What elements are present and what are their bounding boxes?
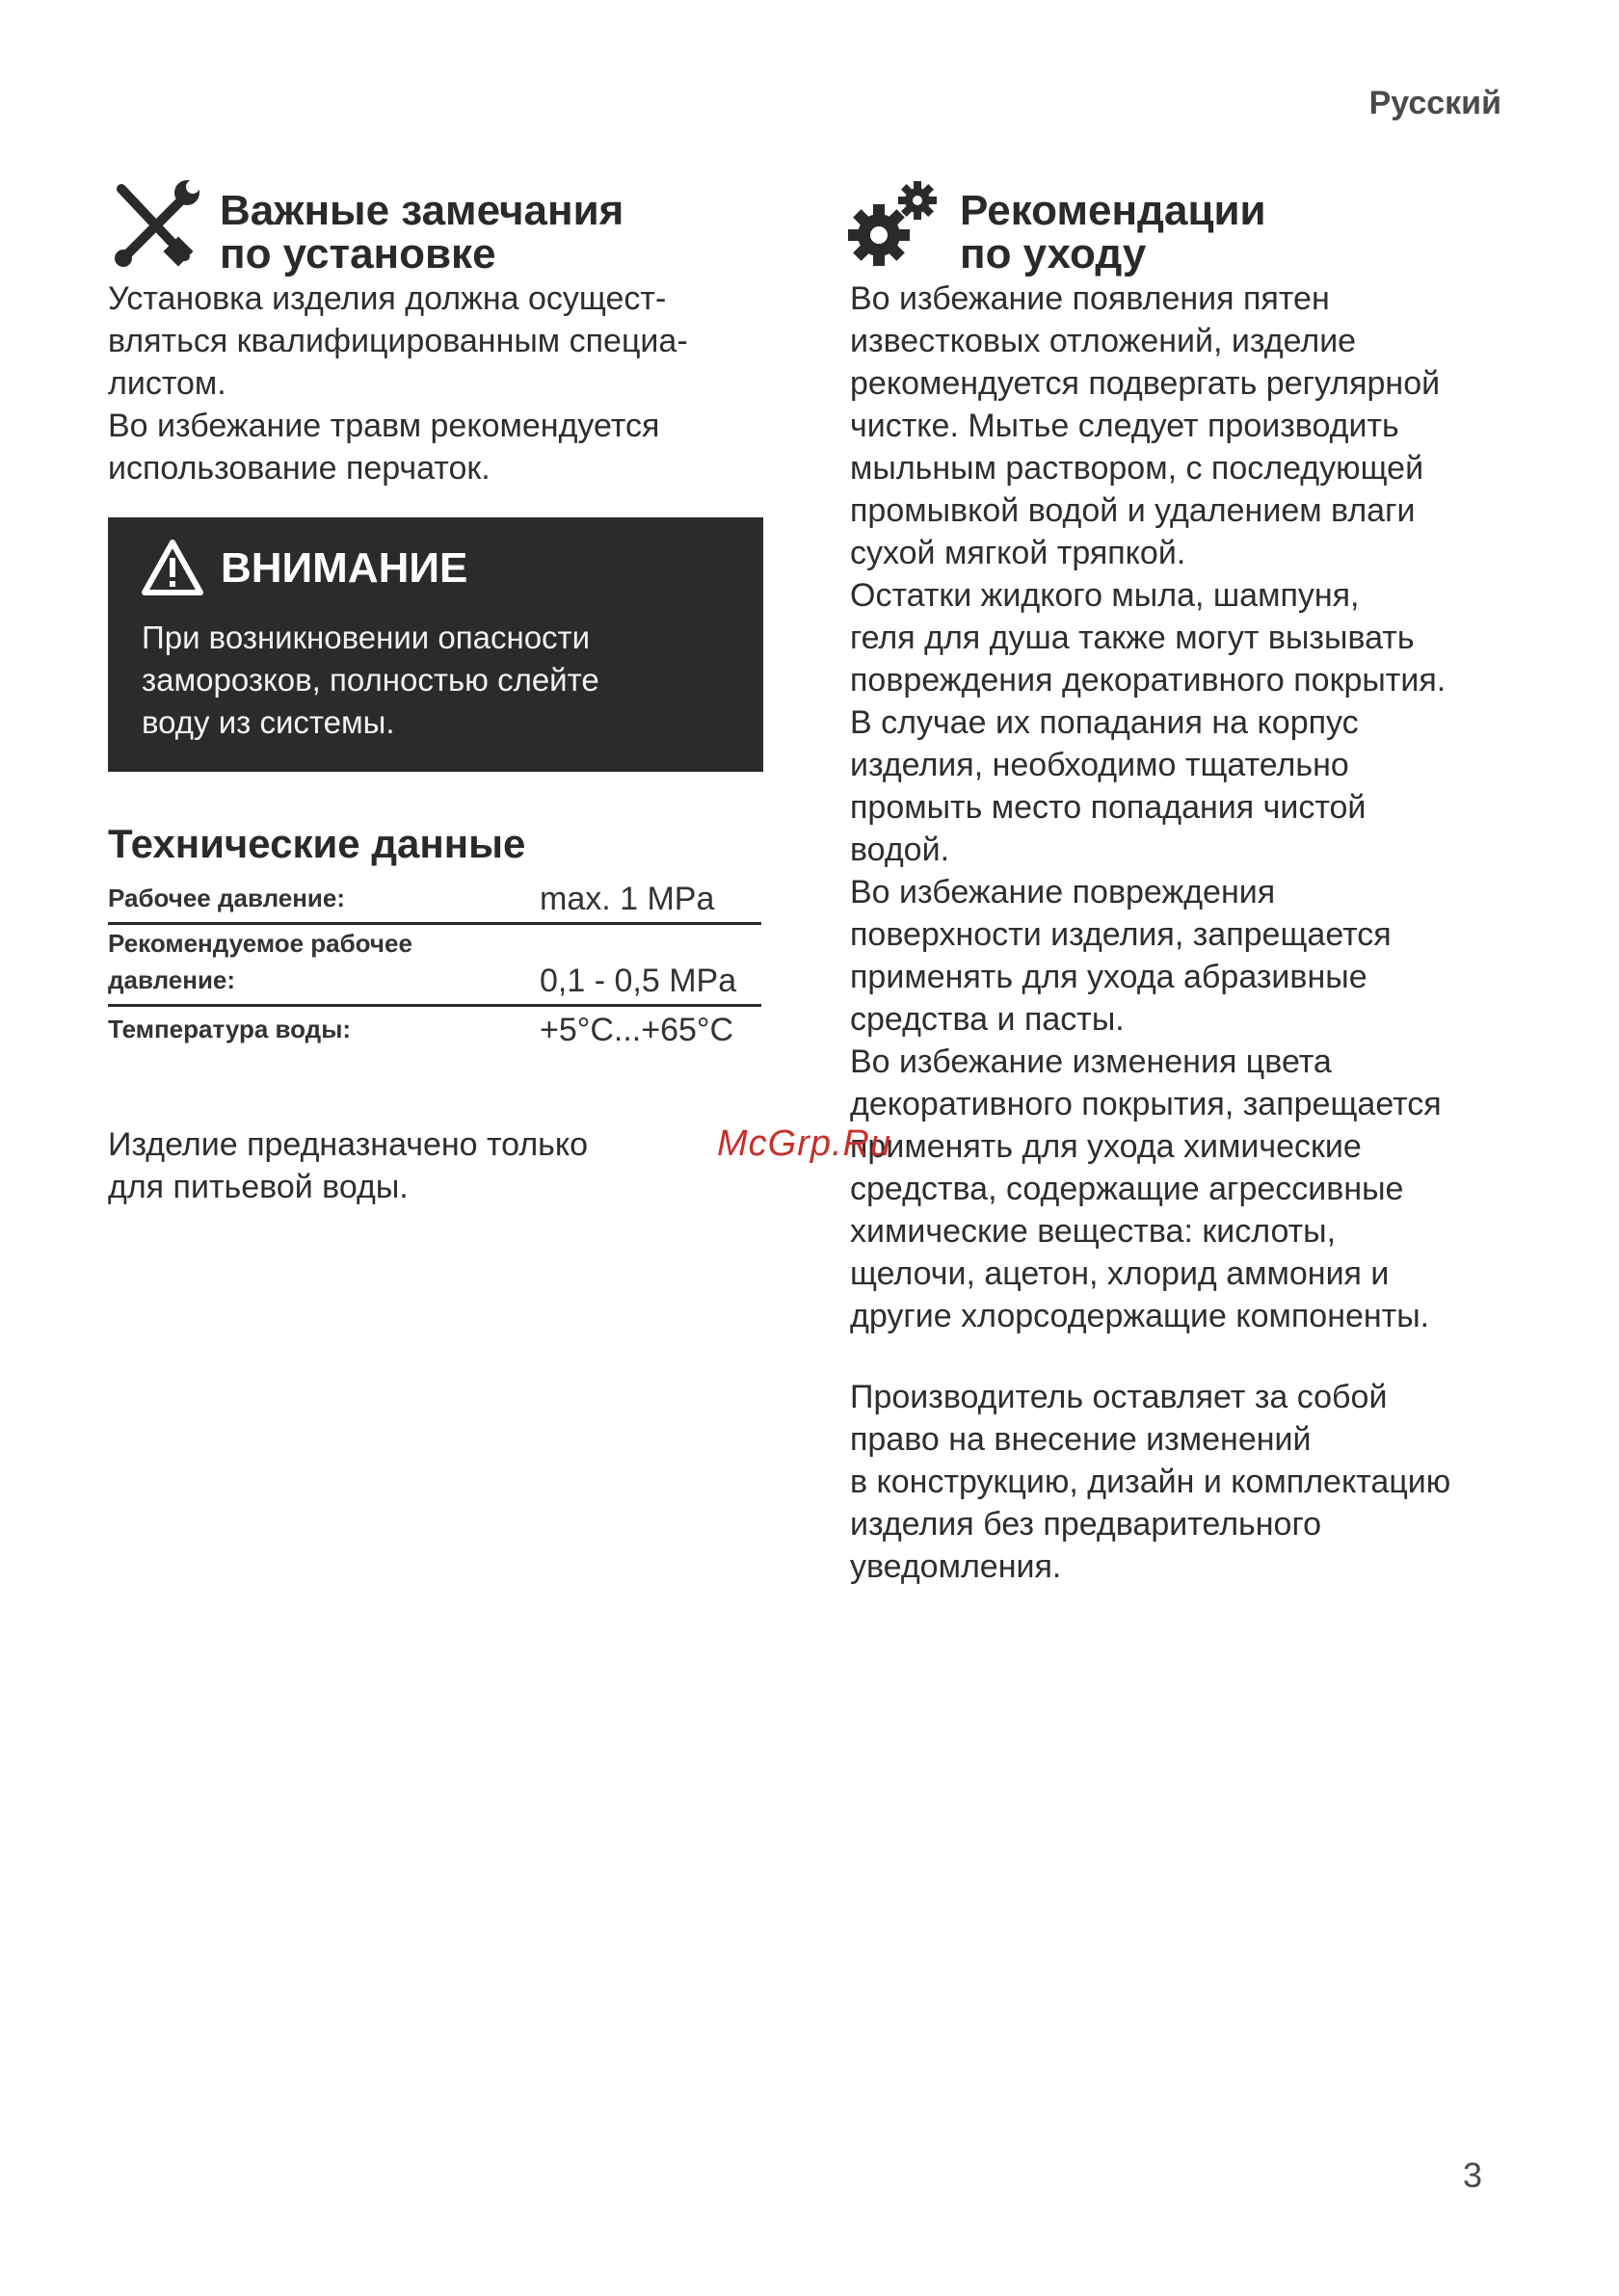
install-text xyxy=(108,277,783,489)
care-text xyxy=(850,277,1525,1337)
care-line: сухой мягкой тряпкой. xyxy=(850,535,1186,571)
warning-title: ВНИМАНИЕ xyxy=(221,544,468,592)
care-line: известковых отложений, изделие xyxy=(850,323,1357,359)
care-line: химические вещества: кислоты, xyxy=(850,1213,1337,1250)
care-line: применять для ухода химические xyxy=(850,1128,1362,1165)
watermark: McGrp.Ru xyxy=(717,1123,892,1164)
table-row xyxy=(108,923,761,1005)
install-title-line2: по установке xyxy=(220,230,496,277)
tech-label: Рабочее давление: xyxy=(108,883,346,912)
install-line: Установка изделия должна осущест- xyxy=(108,280,667,317)
install-line: вляться квалифицированным специа- xyxy=(108,323,688,359)
care-line: щелочи, ацетон, хлорид аммония и xyxy=(850,1255,1390,1292)
care-title-line2: по уходу xyxy=(960,230,1147,277)
tech-value: max. 1 MPa xyxy=(540,880,715,917)
care-line: Остатки жидкого мыла, шампуня, xyxy=(850,577,1360,614)
care-line: декоративного покрытия, запрещается xyxy=(850,1086,1442,1122)
care-line: средства и пасты. xyxy=(850,1001,1125,1038)
note-line: Изделие предназначено только xyxy=(108,1126,589,1163)
tech-label: Рекомендуемое рабочее давление: xyxy=(108,928,412,994)
install-title-line1: Важные замечания xyxy=(220,187,624,234)
disclaimer-line: уведомления. xyxy=(850,1548,1062,1585)
warning-box xyxy=(108,517,763,772)
gears-icon xyxy=(848,179,941,272)
warning-line: воду из системы. xyxy=(142,704,395,740)
care-line: Во избежание повреждения xyxy=(850,874,1276,910)
warning-triangle-icon xyxy=(141,539,204,601)
care-line: повреждения декоративного покрытия. xyxy=(850,662,1446,699)
care-line: рекомендуется подвергать регулярной xyxy=(850,365,1441,402)
care-line: поверхности изделия, запрещается xyxy=(850,916,1392,953)
care-line: В случае их попадания на корпус xyxy=(850,704,1359,741)
disclaimer-line: Производитель оставляет за собой xyxy=(850,1379,1388,1415)
warning-text xyxy=(142,617,739,744)
care-line: другие хлорсодержащие компоненты. xyxy=(850,1298,1430,1334)
tech-value: 0,1 - 0,5 MPa xyxy=(540,962,737,999)
care-line: Во избежание изменения цвета xyxy=(850,1043,1332,1080)
note-line: для питьевой воды. xyxy=(108,1169,409,1205)
care-title-line1: Рекомендации xyxy=(960,187,1266,234)
disclaimer-text xyxy=(850,1376,1544,1588)
care-line: мыльным раствором, с последующей xyxy=(850,450,1424,487)
drinking-water-note xyxy=(108,1123,705,1208)
table-row xyxy=(108,867,761,923)
page-number: 3 xyxy=(1462,2155,1482,2195)
disclaimer-line: изделия без предварительного xyxy=(850,1506,1322,1543)
care-line: промывкой водой и удалением влаги xyxy=(850,492,1416,529)
tools-icon xyxy=(108,179,200,272)
table-row xyxy=(108,1005,761,1053)
tech-label: Температура воды: xyxy=(108,1015,352,1043)
disclaimer-line: право на внесение изменений xyxy=(850,1421,1312,1458)
warning-line: При возникновении опасности xyxy=(142,620,591,655)
care-line: геля для душа также могут вызывать xyxy=(850,620,1415,656)
language-label: Русский xyxy=(1368,85,1501,121)
install-line: использование перчаток. xyxy=(108,450,491,487)
care-line: промыть место попадания чистой xyxy=(850,789,1367,826)
care-line: изделия, необходимо тщательно xyxy=(850,747,1349,783)
tech-table xyxy=(108,867,761,1053)
care-line: водой. xyxy=(850,831,950,868)
install-line: листом. xyxy=(108,365,226,402)
install-line: Во избежание травм рекомендуется xyxy=(108,408,660,444)
tech-value: +5°C...+65°C xyxy=(540,1012,734,1048)
care-line: применять для ухода абразивные xyxy=(850,959,1367,995)
tech-title: Технические данные xyxy=(108,821,526,866)
warning-line: заморозков, полностью слейте xyxy=(142,662,599,698)
care-line: Во избежание появления пятен xyxy=(850,280,1330,317)
care-line: чистке. Мытье следует производить xyxy=(850,408,1399,444)
disclaimer-line: в конструкцию, дизайн и комплектацию xyxy=(850,1464,1451,1500)
care-line: средства, содержащие агрессивные xyxy=(850,1171,1404,1207)
